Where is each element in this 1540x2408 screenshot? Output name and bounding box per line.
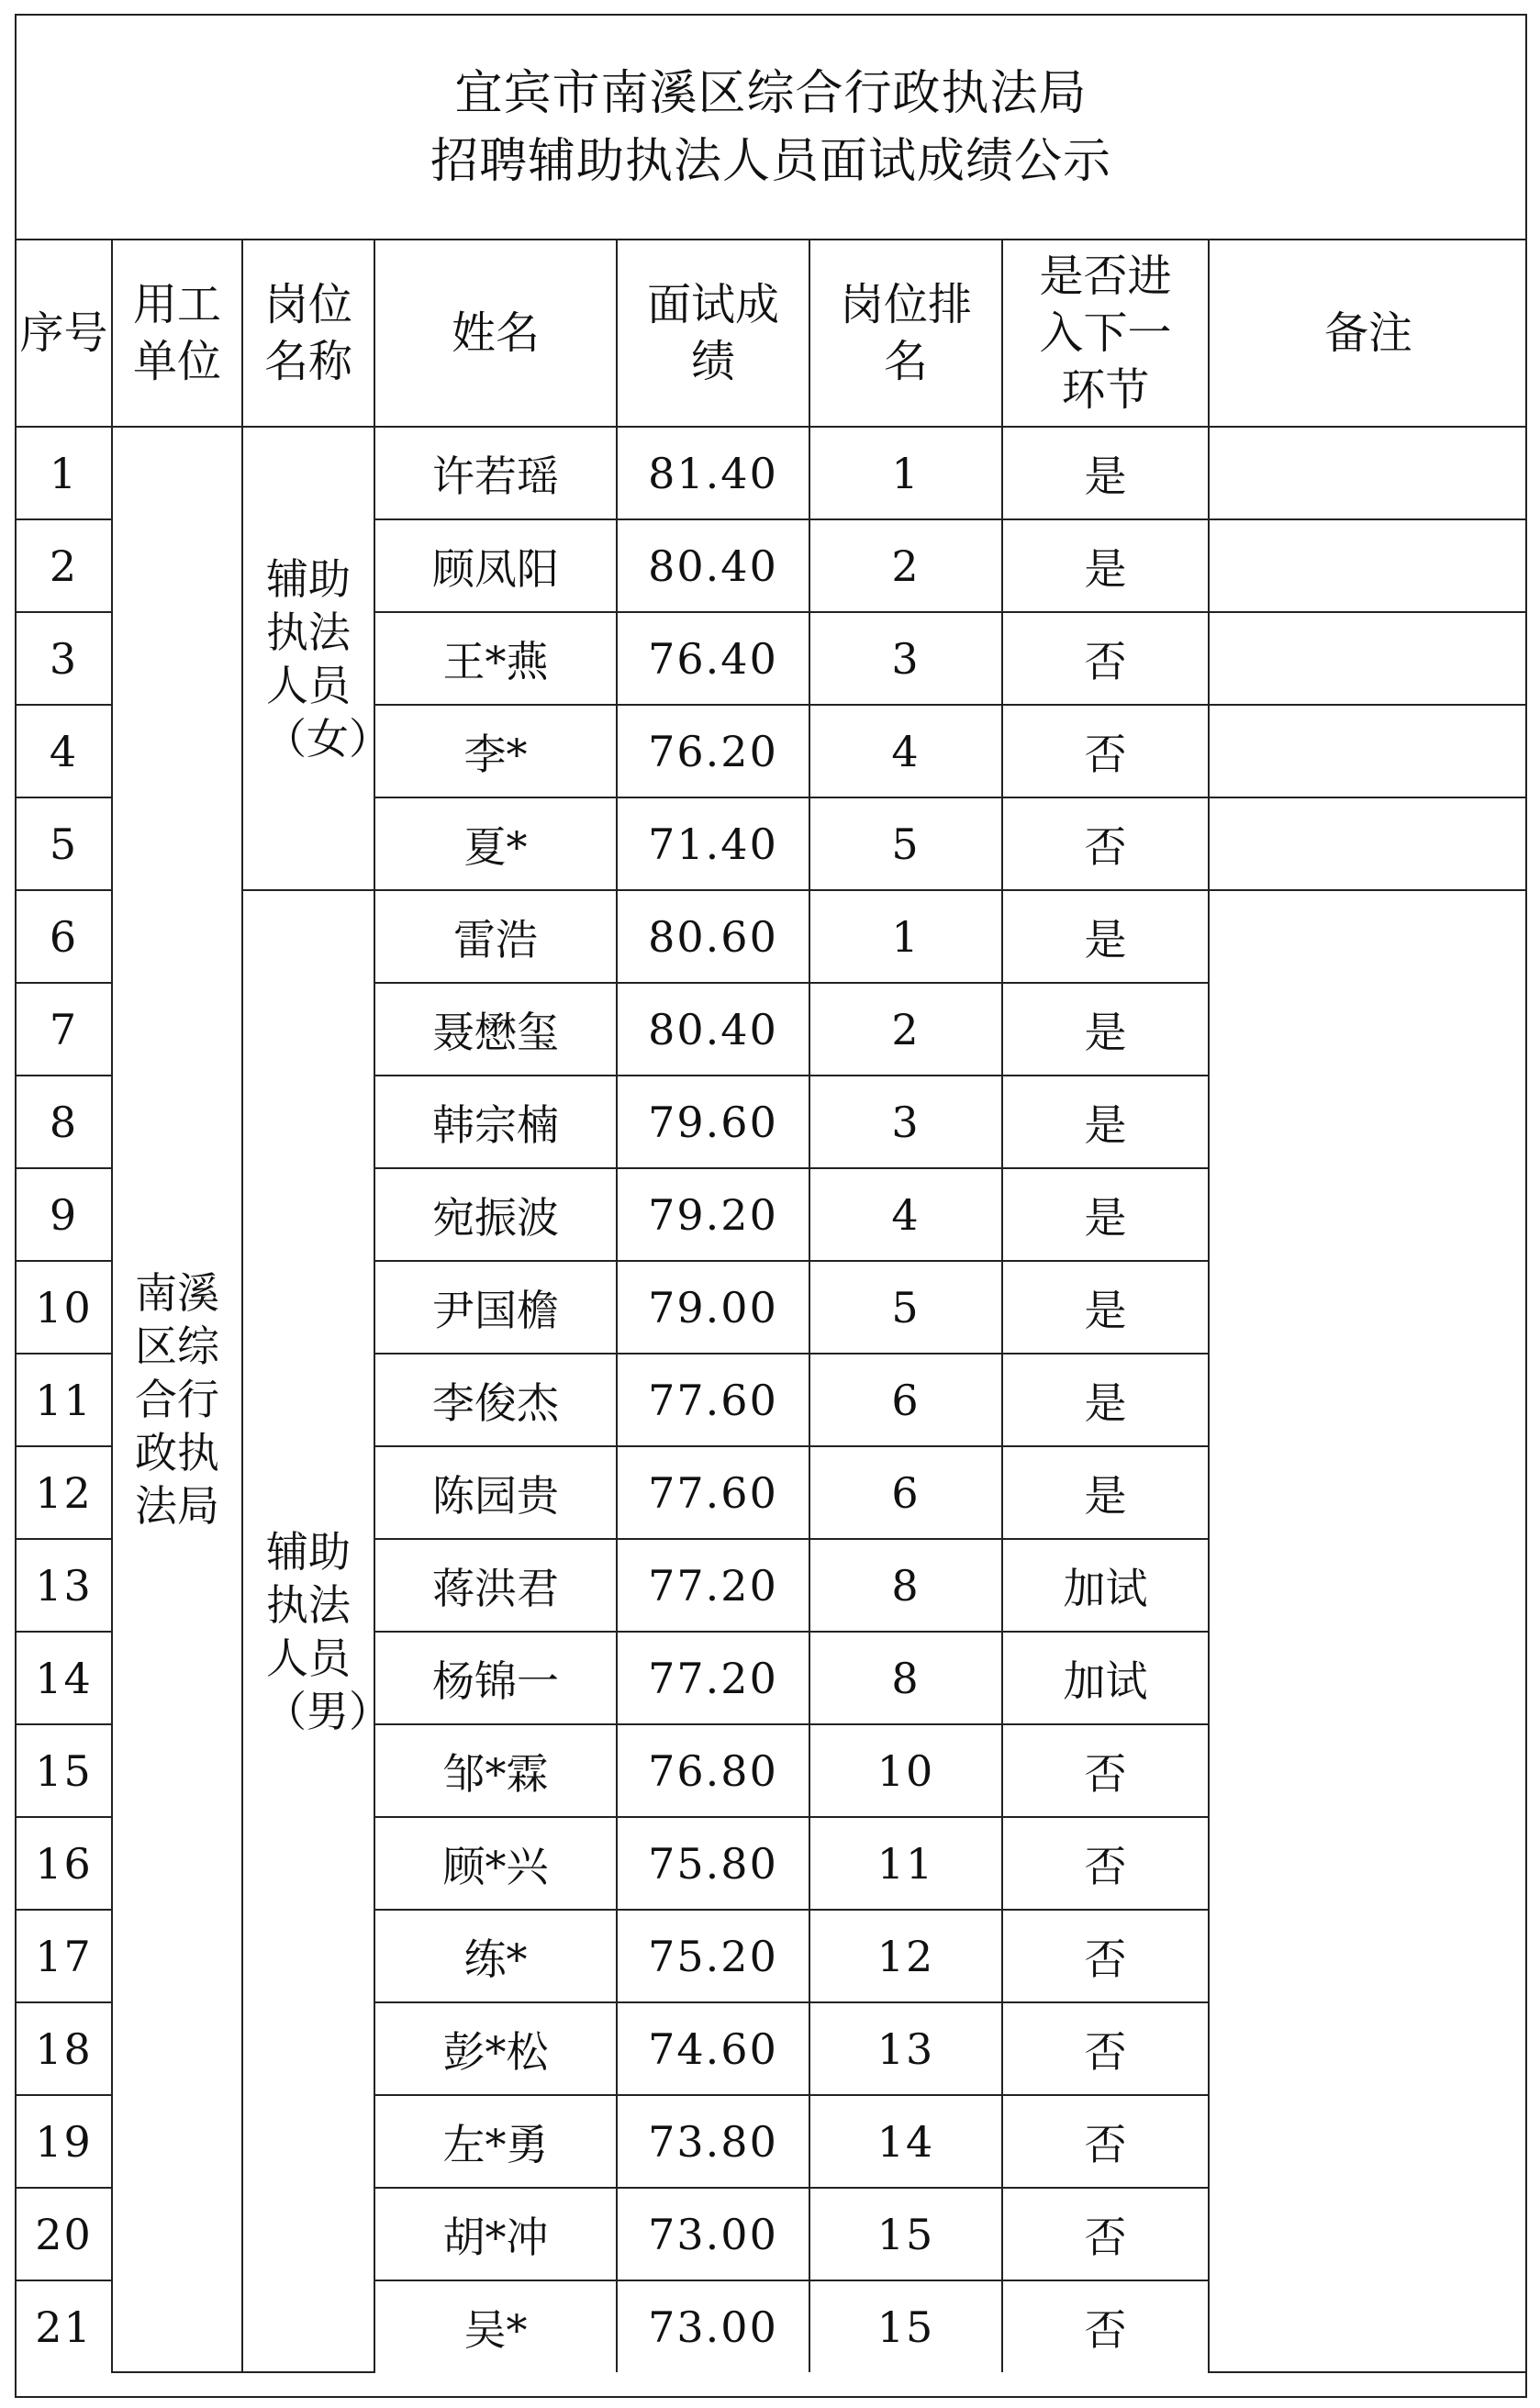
cell-seq: 6 [17,890,112,983]
cell-rank: 3 [809,1076,1002,1168]
cell-rank: 15 [809,2188,1002,2280]
cell-name: 李* [374,705,617,797]
header-rank: 岗位排名 [809,240,1002,427]
cell-next-step: 否 [1002,2188,1209,2280]
table-row [17,890,1527,983]
cell-score: 74.60 [617,2002,809,2095]
cell-next-step: 否 [1002,1724,1209,1817]
cell-rank: 8 [809,1632,1002,1724]
cell-seq: 10 [17,1261,112,1354]
cell-score: 75.20 [617,1910,809,2002]
cell-remark [1209,797,1527,890]
cell-name: 李俊杰 [374,1354,617,1446]
cell-remark [1209,705,1527,797]
employer-label: 南溪区综合行政执法局 [135,1268,219,1531]
cell-name: 彭*松 [374,2002,617,2095]
cell-seq: 19 [17,2095,112,2188]
cell-name: 吴* [374,2280,617,2372]
cell-score: 77.60 [617,1446,809,1539]
cell-next-step: 否 [1002,1817,1209,1910]
cell-score: 76.40 [617,612,809,705]
cell-remark [1209,612,1527,705]
cell-next-step: 否 [1002,612,1209,705]
cell-rank: 15 [809,2280,1002,2372]
cell-score: 79.00 [617,1261,809,1354]
cell-seq: 12 [17,1446,112,1539]
cell-rank: 6 [809,1354,1002,1446]
cell-name: 聂懋玺 [374,983,617,1076]
cell-next-step: 是 [1002,1168,1209,1261]
cell-score: 77.20 [617,1632,809,1724]
cell-rank: 4 [809,705,1002,797]
cell-seq: 5 [17,797,112,890]
cell-rank: 6 [809,1446,1002,1539]
cell-name: 尹国檐 [374,1261,617,1354]
cell-next-step: 否 [1002,2280,1209,2372]
cell-seq: 7 [17,983,112,1076]
cell-score: 71.40 [617,797,809,890]
cell-rank: 2 [809,519,1002,612]
header-employer: 用工单位 [112,240,242,427]
cell-seq: 9 [17,1168,112,1261]
cell-rank: 8 [809,1539,1002,1632]
document-page [15,14,1527,2398]
cell-score: 79.60 [617,1076,809,1168]
header-position: 岗位名称 [242,240,374,427]
cell-seq: 13 [17,1539,112,1632]
cell-remark [1209,427,1527,519]
cell-rank: 4 [809,1168,1002,1261]
cell-name: 顾*兴 [374,1817,617,1910]
cell-name: 韩宗楠 [374,1076,617,1168]
cell-score: 75.80 [617,1817,809,1910]
table-row [17,427,1527,519]
cell-next-step: 加试 [1002,1632,1209,1724]
cell-seq: 18 [17,2002,112,2095]
cell-score: 76.80 [617,1724,809,1817]
cell-remark [1209,890,1527,2372]
cell-seq: 14 [17,1632,112,1724]
cell-score: 73.80 [617,2095,809,2188]
cell-seq: 2 [17,519,112,612]
cell-score: 79.20 [617,1168,809,1261]
cell-score: 77.20 [617,1539,809,1632]
cell-next-step: 是 [1002,1076,1209,1168]
cell-employer [112,427,242,2372]
cell-next-step: 否 [1002,797,1209,890]
cell-next-step: 否 [1002,2002,1209,2095]
cell-position [242,427,391,890]
header-score: 面试成绩 [617,240,809,427]
cell-remark [1209,519,1527,612]
cell-seq: 16 [17,1817,112,1910]
cell-name: 夏* [374,797,617,890]
cell-seq: 4 [17,705,112,797]
cell-score: 80.40 [617,519,809,612]
cell-name: 胡*冲 [374,2188,617,2280]
cell-rank: 2 [809,983,1002,1076]
cell-rank: 5 [809,1261,1002,1354]
cell-name: 练* [374,1910,617,2002]
position-label: 辅助执法人员（男） [264,1526,391,1736]
cell-name: 顾凤阳 [374,519,617,612]
cell-name: 王*燕 [374,612,617,705]
cell-next-step: 是 [1002,519,1209,612]
cell-rank: 5 [809,797,1002,890]
header-row [17,240,1527,427]
cell-rank: 3 [809,612,1002,705]
header-next-step: 是否进入下一环节 [1002,240,1209,427]
cell-name: 雷浩 [374,890,617,983]
cell-next-step: 否 [1002,705,1209,797]
cell-rank: 1 [809,427,1002,519]
cell-rank: 14 [809,2095,1002,2188]
cell-next-step: 是 [1002,983,1209,1076]
cell-name: 许若瑶 [374,427,617,519]
cell-seq: 8 [17,1076,112,1168]
cell-position [242,890,391,2372]
cell-name: 陈园贵 [374,1446,617,1539]
header-remark: 备注 [1209,240,1527,427]
cell-rank: 1 [809,890,1002,983]
cell-rank: 12 [809,1910,1002,2002]
header-name: 姓名 [374,240,617,427]
cell-next-step: 是 [1002,1354,1209,1446]
cell-name: 蒋洪君 [374,1539,617,1632]
cell-seq: 11 [17,1354,112,1446]
cell-score: 80.60 [617,890,809,983]
cell-seq: 1 [17,427,112,519]
cell-rank: 13 [809,2002,1002,2095]
cell-next-step: 是 [1002,890,1209,983]
cell-name: 宛振波 [374,1168,617,1261]
cell-score: 77.60 [617,1354,809,1446]
cell-next-step: 是 [1002,1261,1209,1354]
position-label: 辅助执法人员（女） [264,553,391,764]
cell-seq: 21 [17,2280,112,2372]
table-body [17,427,1527,2372]
cell-name: 杨锦一 [374,1632,617,1724]
cell-seq: 15 [17,1724,112,1817]
header-seq: 序号 [17,240,112,427]
cell-name: 邹*霖 [374,1724,617,1817]
cell-next-step: 否 [1002,1910,1209,2002]
cell-score: 73.00 [617,2188,809,2280]
cell-seq: 17 [17,1910,112,2002]
cell-next-step: 否 [1002,2095,1209,2188]
cell-score: 81.40 [617,427,809,519]
cell-seq: 20 [17,2188,112,2280]
title-line-1: 宜宾市南溪区综合行政执法局 [454,65,1088,121]
document-title [17,16,1525,240]
cell-seq: 3 [17,612,112,705]
cell-score: 73.00 [617,2280,809,2372]
cell-rank: 10 [809,1724,1002,1817]
score-table [17,240,1527,2373]
cell-name: 左*勇 [374,2095,617,2188]
cell-next-step: 是 [1002,427,1209,519]
cell-score: 76.20 [617,705,809,797]
title-line-2: 招聘辅助执法人员面试成绩公示 [430,133,1111,189]
cell-next-step: 是 [1002,1446,1209,1539]
cell-rank: 11 [809,1817,1002,1910]
cell-next-step: 加试 [1002,1539,1209,1632]
cell-score: 80.40 [617,983,809,1076]
